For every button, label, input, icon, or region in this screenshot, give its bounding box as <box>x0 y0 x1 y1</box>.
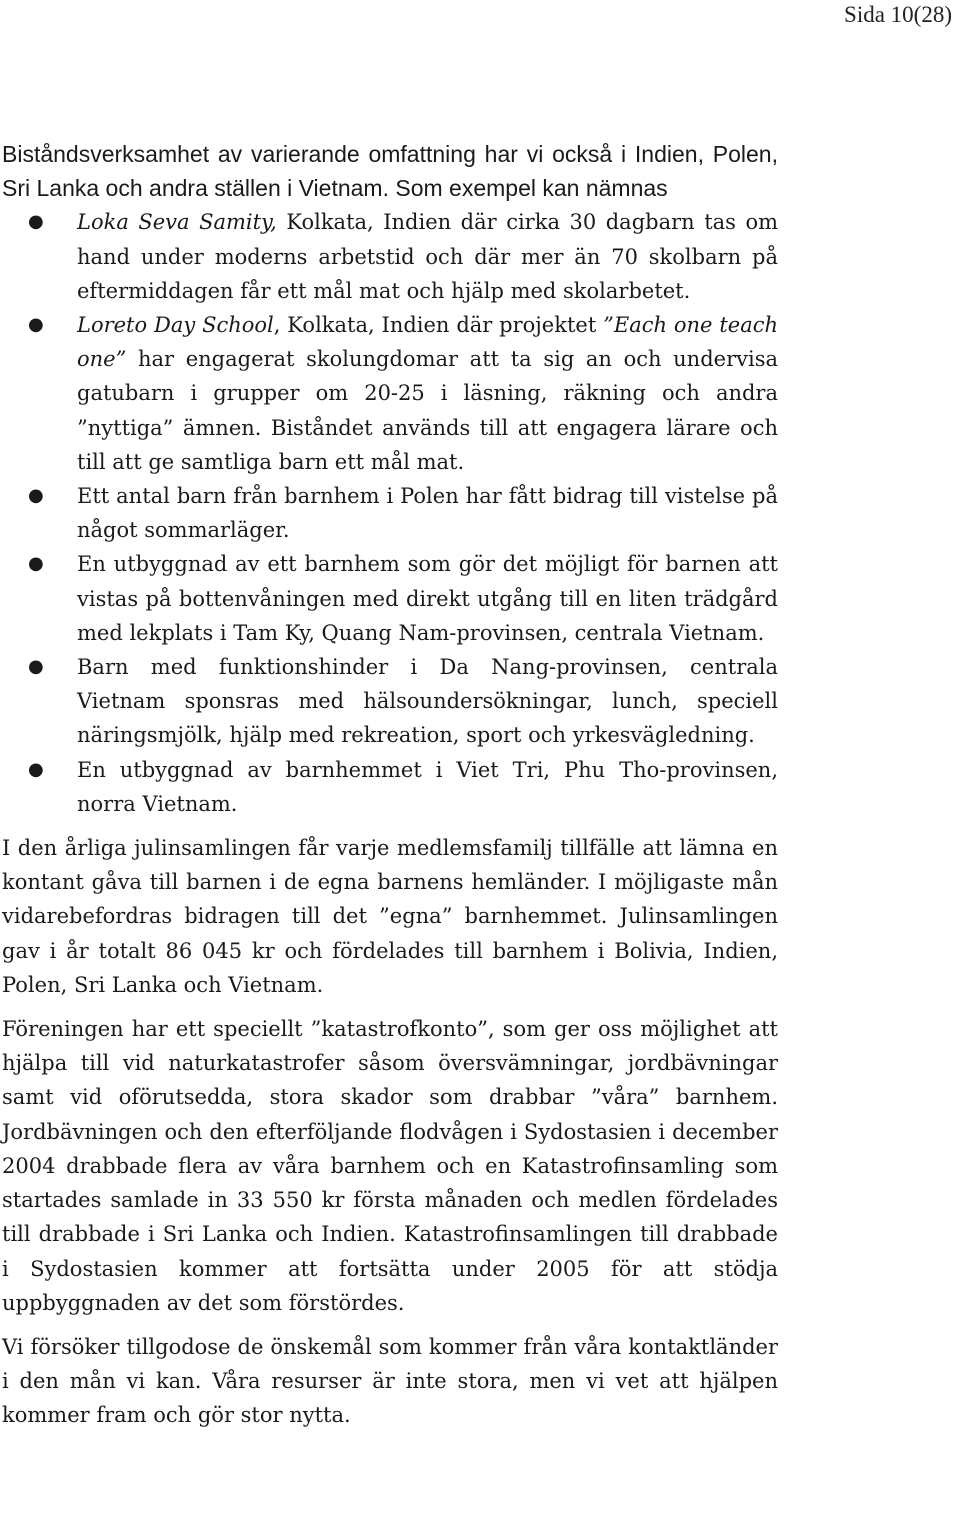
document-body <box>2 137 778 1433</box>
list-item <box>2 650 778 753</box>
bullet-icon: ● <box>28 485 44 507</box>
list-item <box>2 753 778 821</box>
project-list <box>2 205 778 821</box>
bullet-icon: ● <box>28 553 44 575</box>
bullet-icon: ● <box>28 211 44 233</box>
page-number: Sida 10(28) <box>844 2 952 27</box>
bullet-icon: ● <box>28 314 44 336</box>
katastrofkonto-paragraph: Föreningen har ett speciellt ”katastrofkonto”, som ger oss möjlighet att hjälpa till vid naturkatastrofer såsom översvämningar, jordbävningar samt vid oförutsedda, stora skador som drabbar ”våra” barnhem. Jordbävningen och den efterföljande flodvågen i Sydostasien i december 2004 drabbade flera av våra barnhem och en Katastrofinsamling som startades samlade in 33 550 kr första månaden och medlen fördelades till drabbade i Sri Lanka och Indien. Katastrofinsamlingen till drabbade i Sydostasien kommer att fortsätta under 2005 för att stödja uppbyggnaden av det som förstördes. <box>2 1017 778 1315</box>
bullet-icon: ● <box>28 758 44 780</box>
list-item <box>2 205 778 308</box>
project-description: En utbyggnad av barnhemmet i Viet Tri, Phu Tho-provinsen, norra Vietnam. <box>77 757 778 816</box>
project-name: Loreto Day School <box>77 313 274 338</box>
project-name: Loka Seva Samity, <box>77 210 277 235</box>
intro-paragraph: Biståndsverksamhet av varierande omfattning har vi också i Indien, Polen, Sri Lanka och andra ställen i Vietnam. Som exempel kan nämnas <box>2 141 778 202</box>
project-description: Kolkata, Indien där cirka 30 dagbarn tas om hand under moderns arbetstid och där mer än 70 skolbarn på eftermiddagen får ett mål mat och hjälp med skolarbetet. <box>77 210 779 303</box>
julinsamling-paragraph: I den årliga julinsamlingen får varje medlemsfamilj tillfälle att lämna en kontant gåva till barnen i de egna barnens hemländer. I möjligaste mån vidarebefordras bidragen till det ”egna” barnhemmet. Julinsamlingen gav i år totalt 86 045 kr och fördelades till barnhem i Bolivia, Indien, Polen, Sri Lanka och Vietnam. <box>2 836 778 997</box>
project-description: har engagerat skolungdomar att ta sig an och undervisa gatubarn i grupper om 20-25 i läsning, räkning och andra ”nyttiga” ämnen. Biståndet används till att engagera lärare och till att ge samtliga barn ett mål mat. <box>77 347 778 474</box>
list-item <box>2 547 778 650</box>
project-description: En utbyggnad av ett barnhem som gör det möjligt för barnen att vistas på bottenvåningen med direkt utgång till en liten trädgård med lekplats i Tam Ky, Quang Nam-provinsen, centrala Vietnam. <box>77 552 778 645</box>
list-item <box>2 308 778 479</box>
project-motto: ”Each one teach one” <box>77 313 778 372</box>
list-item <box>2 479 778 547</box>
project-description: Barn med funktionshinder i Da Nang-provinsen, centrala Vietnam sponsras med hälsoundersökningar, lunch, speciell näringsmjölk, hjälp med rekreation, sport och yrkesvägledning. <box>77 655 778 748</box>
closing-paragraph: Vi försöker tillgodose de önskemål som kommer från våra kontaktländer i den mån vi kan. Våra resurser är inte stora, men vi vet att hjälpen kommer fram och gör stor nytta. <box>2 1334 778 1428</box>
project-description: , Kolkata, Indien där projektet <box>273 313 604 338</box>
bullet-icon: ● <box>28 656 44 678</box>
project-description: Ett antal barn från barnhem i Polen har fått bidrag till vistelse på något sommarläger. <box>77 484 778 543</box>
